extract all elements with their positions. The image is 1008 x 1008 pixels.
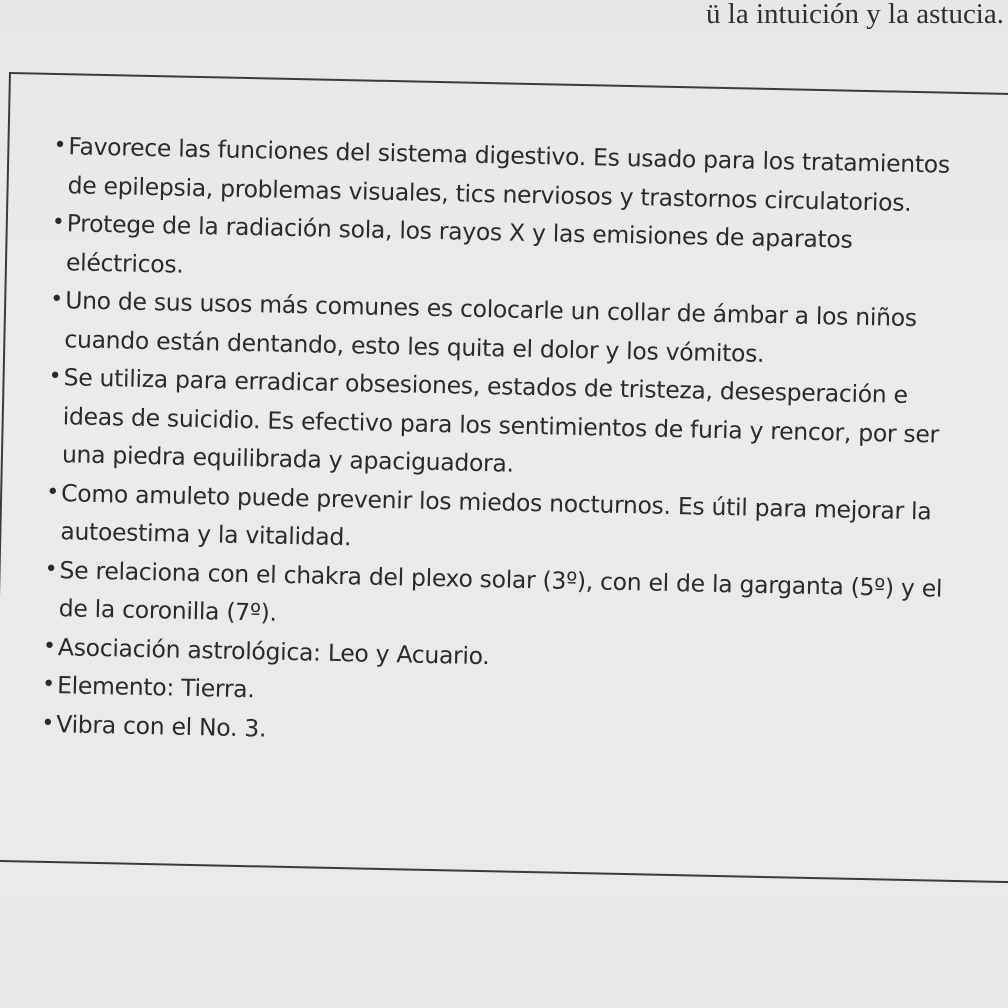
bullet: • — [42, 633, 56, 659]
properties-list — [41, 127, 979, 762]
item-text: Elemento: Tierra. — [56, 671, 255, 704]
bullet: • — [45, 479, 60, 505]
properties-box — [0, 72, 1008, 884]
item-text: Se relaciona con el chakra del plexo solar (3º), con el de la garganta (5º) y el de la coronilla (7º). — [58, 555, 943, 627]
bullet: • — [41, 710, 55, 736]
item-text: Uno de sus usos más comunes es colocarle un collar de ámbar a los niños cuando están dentando, esto les quita el dolor y los vómitos. — [64, 286, 918, 368]
item-text: Se utiliza para erradicar obsesiones, estados de tristeza, desesperación e ideas de suicidio. Es efectivo para los sentimientos de furia y rencor, por ser una piedra equilibrada y apaciguadora. — [61, 363, 940, 478]
bullet: • — [51, 209, 65, 236]
item-text: Protege de la radiación sola, los rayos X y las emisiones de aparatos eléctricos. — [65, 209, 853, 279]
item-text: Como amuleto puede prevenir los miedos nocturnos. Es útil para mejorar la autoestima y la vitalidad. — [60, 478, 932, 552]
previous-paragraph-end: ü la intuición y la astucia. — [706, 0, 1004, 30]
bullet: • — [41, 671, 56, 698]
item-text: Favorece las funciones del sistema digestivo. Es usado para los tratamientos de epilepsia, problemas visuales, tics nerviosos y trastornos circulatorios. — [67, 132, 951, 217]
list-item — [47, 358, 974, 493]
bullet: • — [44, 556, 58, 582]
bullet: • — [48, 363, 62, 390]
item-text: Vibra con el No. 3. — [56, 709, 267, 743]
bullet: • — [49, 286, 64, 313]
item-text: Asociación astrológica: Leo y Acuario. — [57, 632, 490, 670]
bullet: • — [53, 132, 67, 159]
